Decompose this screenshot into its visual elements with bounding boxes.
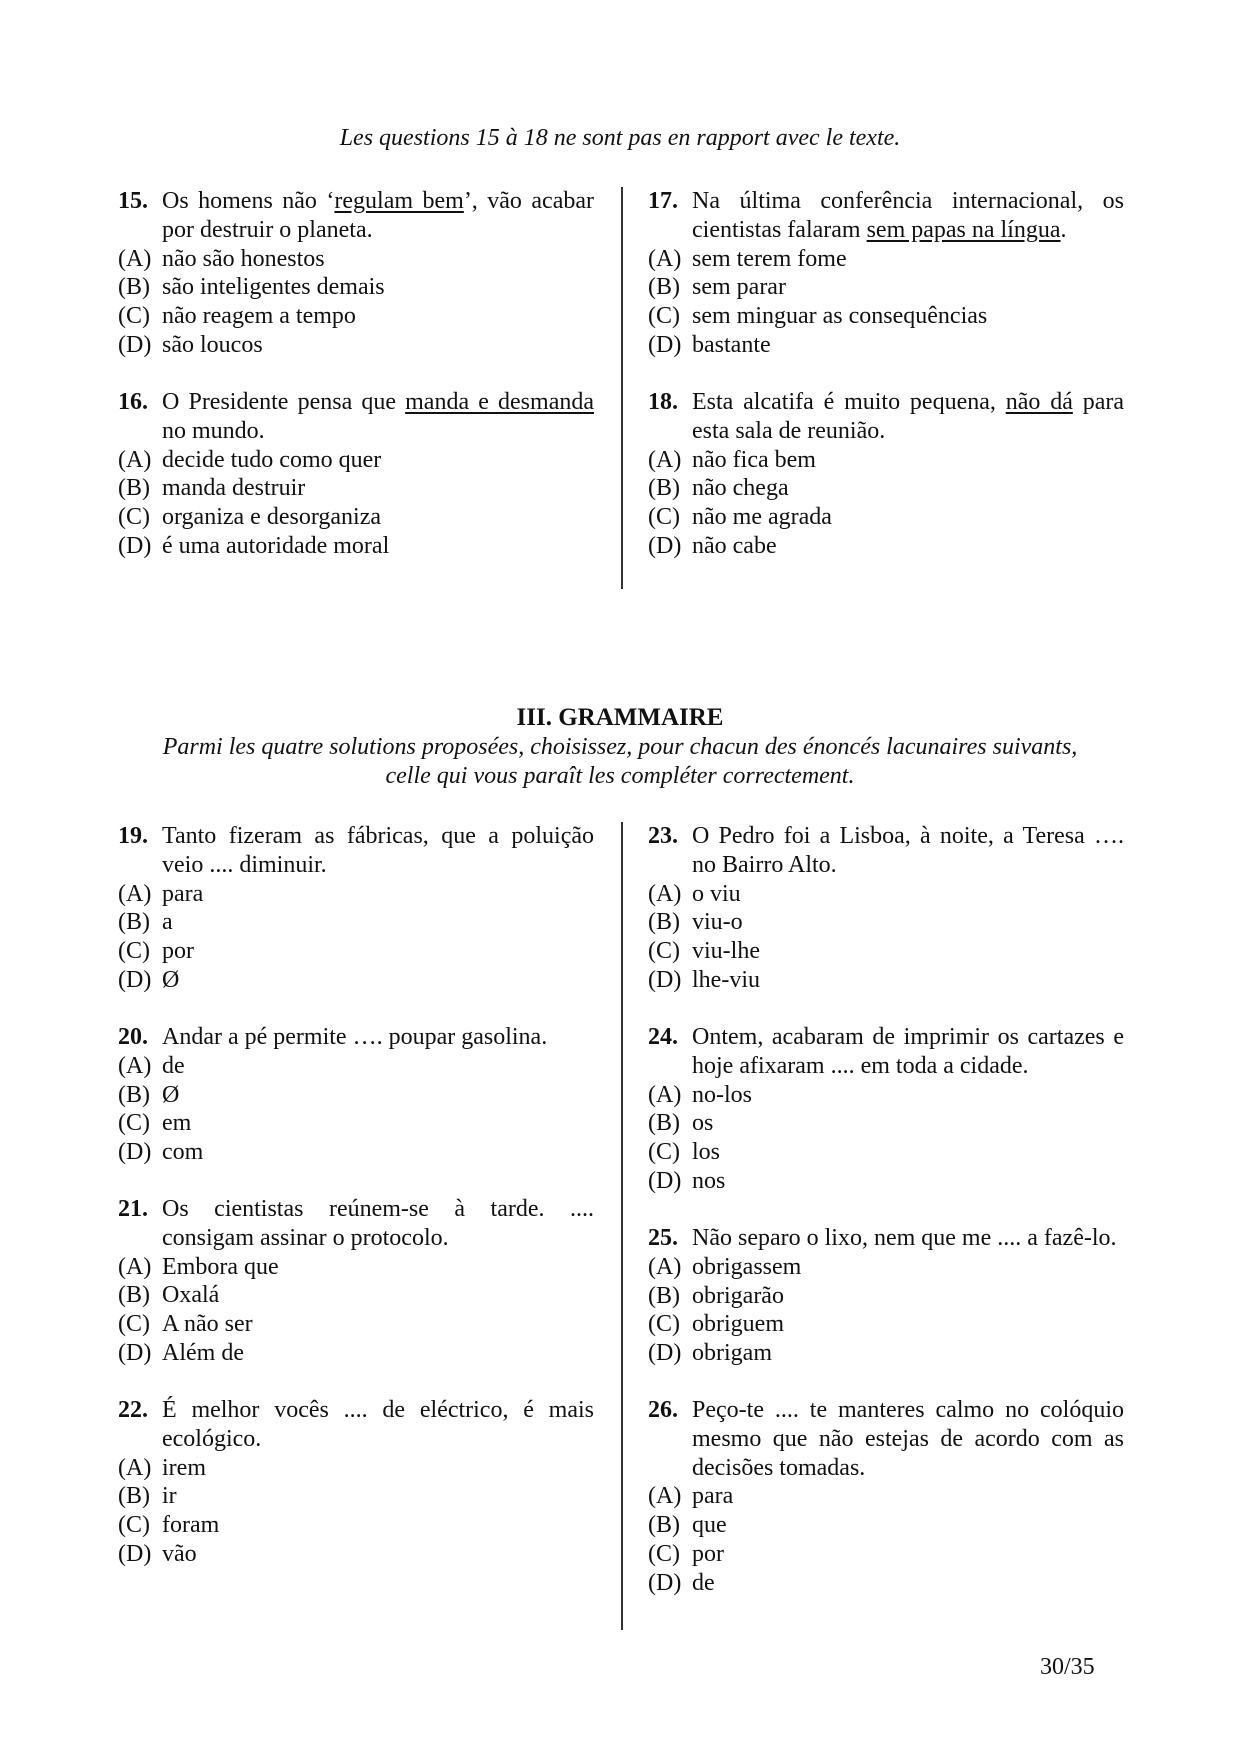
- question-number: 16.: [118, 389, 148, 415]
- question-21: [118, 1195, 594, 1368]
- page-number: 30/35: [1040, 1654, 1095, 1680]
- question-text: Peço-te .... te manteres calmo no colóquio mesmo que não estejas de acordo com as decisões tomadas.: [692, 1397, 1124, 1481]
- option-d: (D) Além de: [118, 1339, 244, 1366]
- option-d: (D) vão: [118, 1540, 197, 1567]
- option-d: (D) lhe-viu: [648, 966, 760, 993]
- option-c: (C) A não ser: [118, 1311, 253, 1338]
- column-divider-bottom: [621, 822, 623, 1630]
- question-text: Esta alcatifa é muito pequena, não dá para esta sala de reunião.: [692, 389, 1124, 444]
- underlined-expression: regulam bem: [334, 188, 464, 214]
- option-b: (B) manda destruir: [118, 475, 306, 502]
- option-a: (A) o viu: [648, 880, 741, 907]
- option-d: (D) Ø: [118, 966, 180, 993]
- option-d: (D) é uma autoridade moral: [118, 532, 390, 559]
- question-text: Os homens não ‘regulam bem’, vão acabar por destruir o planeta.: [162, 188, 594, 243]
- section-title: III. GRAMMAIRE: [516, 704, 724, 731]
- question-text: O Pedro foi a Lisboa, à noite, a Teresa …. no Bairro Alto.: [692, 823, 1124, 878]
- option-b: (B) que: [648, 1512, 727, 1539]
- question-number: 20.: [118, 1024, 148, 1050]
- question-text: Andar a pé permite …. poupar gasolina.: [162, 1024, 548, 1050]
- question-text: Os cientistas reúnem-se à tarde. .... consigam assinar o protocolo.: [162, 1196, 594, 1251]
- option-b: (B) sem parar: [648, 274, 786, 301]
- option-c: (C) obriguem: [648, 1311, 784, 1338]
- option-a: (A) não fica bem: [648, 446, 816, 473]
- section-instructions-line2: celle qui vous paraît les compléter correctement.: [385, 763, 855, 789]
- underlined-expression: não dá: [1005, 389, 1073, 415]
- option-c: (C) por: [118, 938, 194, 965]
- option-a: (A) decide tudo como quer: [118, 446, 382, 473]
- option-a: (A) para: [118, 880, 204, 907]
- question-text: Na última conferência internacional, os cientistas falaram sem papas na língua.: [692, 188, 1124, 243]
- option-b: (B) os: [648, 1110, 714, 1137]
- option-d: (D) de: [648, 1569, 715, 1596]
- question-number: 24.: [648, 1024, 678, 1050]
- option-d: (D) nos: [648, 1167, 726, 1194]
- question-number: 26.: [648, 1397, 678, 1423]
- question-15: [118, 187, 594, 360]
- question-17: [648, 187, 1124, 360]
- option-c: (C) organiza e desorganiza: [118, 504, 382, 531]
- question-number: 15.: [118, 188, 148, 214]
- option-a: (A) não são honestos: [118, 245, 325, 272]
- option-a: (A) Embora que: [118, 1253, 279, 1280]
- question-text: Ontem, acabaram de imprimir os cartazes e hoje afixaram .... em toda a cidade.: [692, 1024, 1124, 1079]
- option-d: (D) não cabe: [648, 532, 777, 559]
- question-text: Não separo o lixo, nem que me .... a fazê-lo.: [692, 1225, 1117, 1251]
- option-b: (B) a: [118, 909, 173, 936]
- question-23: [648, 822, 1124, 995]
- question-text: Tanto fizeram as fábricas, que a poluição veio .... diminuir.: [162, 823, 594, 878]
- option-b: (B) ir: [118, 1483, 177, 1510]
- section-note: Les questions 15 à 18 ne sont pas en rapport avec le texte.: [339, 125, 901, 151]
- option-c: (C) em: [118, 1110, 192, 1137]
- option-c: (C) não reagem a tempo: [118, 303, 356, 330]
- option-a: (A) de: [118, 1052, 185, 1079]
- option-c: (C) sem minguar as consequências: [648, 303, 988, 330]
- question-number: 25.: [648, 1225, 678, 1251]
- underlined-expression: manda e desmanda: [405, 389, 594, 415]
- option-d: (D) com: [118, 1139, 204, 1166]
- option-a: (A) irem: [118, 1454, 206, 1481]
- question-26: [648, 1396, 1124, 1598]
- option-a: (A) obrigassem: [648, 1253, 802, 1280]
- question-number: 19.: [118, 823, 148, 849]
- option-c: (C) foram: [118, 1512, 220, 1539]
- option-b: (B) são inteligentes demais: [118, 274, 385, 301]
- option-c: (C) viu-lhe: [648, 938, 760, 965]
- section-instructions-line1: Parmi les quatre solutions proposées, choisissez, pour chacun des énoncés lacunaires suivants,: [162, 734, 1078, 760]
- question-22: [118, 1396, 594, 1569]
- option-a: (A) sem terem fome: [648, 245, 847, 272]
- option-d: (D) bastante: [648, 331, 771, 358]
- option-d: (D) são loucos: [118, 331, 263, 358]
- underlined-expression: sem papas na língua: [866, 216, 1061, 243]
- option-c: (C) los: [648, 1139, 721, 1166]
- question-16: [118, 388, 594, 561]
- question-number: 21.: [118, 1196, 148, 1222]
- question-18: [648, 388, 1124, 561]
- question-number: 23.: [648, 823, 678, 849]
- option-a: (A) no-los: [648, 1081, 752, 1108]
- column-divider-top: [621, 187, 623, 589]
- option-a: (A) para: [648, 1483, 734, 1510]
- question-25: [648, 1224, 1124, 1368]
- option-b: (B) Ø: [118, 1081, 180, 1108]
- question-number: 18.: [648, 389, 678, 415]
- question-20: [118, 1023, 594, 1167]
- question-number: 17.: [648, 188, 678, 214]
- option-b: (B) não chega: [648, 475, 789, 502]
- question-text: O Presidente pensa que manda e desmanda no mundo.: [162, 389, 594, 444]
- option-d: (D) obrigam: [648, 1340, 772, 1367]
- question-24: [648, 1023, 1124, 1196]
- question-19: [118, 822, 594, 995]
- option-b: (B) viu-o: [648, 909, 743, 936]
- option-b: (B) obrigarão: [648, 1282, 784, 1309]
- question-text: É melhor vocês .... de eléctrico, é mais ecológico.: [162, 1397, 594, 1452]
- option-c: (C) não me agrada: [648, 504, 832, 531]
- question-number: 22.: [118, 1397, 148, 1423]
- option-b: (B) Oxalá: [118, 1282, 220, 1309]
- option-c: (C) por: [648, 1540, 724, 1567]
